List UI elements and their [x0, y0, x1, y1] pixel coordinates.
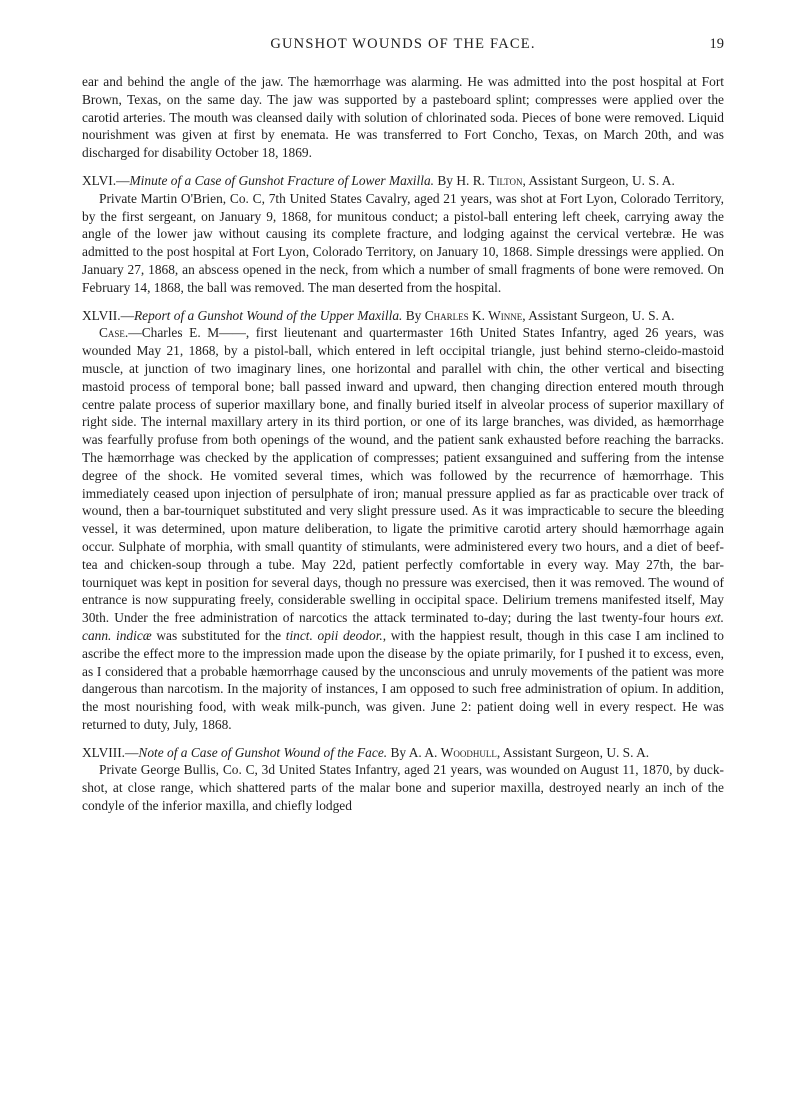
case-text-part: , with the happiest result, though in this case I am inclined to ascribe the effect more to the impression made upon the disease by the opiate primarily, for I pushed it to excess, even, as I considered that a probable hæmorrhage caused by the unconscious and unruly movements of the patient was more dangerous than narcotism. In the majority of instances, I am opposed to such free administration of opium. In addition, the most nourishing food, with weak milk-punch, was given. June 2: patient doing well in every respect. He was returned to duty, July, 1868.	[82, 627, 724, 732]
case-by: By	[402, 307, 425, 323]
case-heading-xlvii: XLVII.—Report of a Gunshot Wound of the Upper Maxilla. By Charles K. Winne, Assistant Surgeon, U. S. A.	[82, 307, 675, 323]
case-author: Tilton	[488, 172, 523, 188]
case-rank: , Assistant Surgeon, U. S. A.	[496, 744, 650, 760]
case-title: Report of a Gunshot Wound of the Upper Maxilla.	[133, 307, 403, 323]
case-by: By H. R.	[434, 172, 489, 188]
case-italic-term: ext. cann. indicæ	[82, 610, 724, 643]
case-number: XLVI.	[82, 172, 117, 188]
case-paragraph: Private George Bullis, Co. C, 3d United States Infantry, aged 21 years, was wounded on August 11, 1870, by duck-shot, at close range, which shattered parts of the malar bone and superior maxilla, destroyed nearly an inch of the condyle of the inferior maxilla, and chiefly lodged	[82, 762, 724, 814]
book-page	[82, 0, 724, 815]
case-number: XLVIII.	[82, 744, 126, 760]
case-rank: , Assistant Surgeon, U. S. A.	[522, 172, 675, 188]
case-heading-xlvi: XLVI.—Minute of a Case of Gunshot Fracture of Lower Maxilla. By H. R. Tilton, Assistant Surgeon, U. S. A.	[82, 172, 675, 188]
case-title: Note of a Case of Gunshot Wound of the Face.	[138, 744, 388, 760]
case-heading-xlviii: XLVIII.—Note of a Case of Gunshot Wound of the Face. By A. A. Woodhull, Assistant Surgeon, U. S. A.	[82, 744, 650, 760]
running-title: GUNSHOT WOUNDS OF THE FACE.	[270, 36, 536, 52]
body-text	[82, 73, 724, 815]
continuation-paragraph: ear and behind the angle of the jaw. The hæmorrhage was alarming. He was admitted into the post hospital at Fort Brown, Texas, on the same day. The jaw was supported by a pasteboard splint; compresses were applied over the carotid arteries. The mouth was cleansed daily with solution of chlorinated soda. Pieces of bone were removed. Liquid nourishment was given at first by enemata. He was transferred to Fort Concho, Texas, on March 20th, and was discharged for disability October 18, 1869.	[82, 74, 724, 161]
case-author: Woodhull	[440, 744, 497, 760]
case-lead-word: Case.	[99, 325, 129, 341]
case-text-part: was substituted for the	[151, 627, 286, 643]
page-header	[82, 0, 724, 56]
case-by: By A. A.	[387, 744, 441, 760]
case-text-part: —Charles E. M——, first lieutenant and quartermaster 16th United States Infantry, aged 26 years, was wounded May 21, 1868, by a pistol-ball, which entered in left occipital triangle, just behind sterno-cleido-mastoid muscle, at junction of two imaginary lines, one horizontal and parallel with chin, the other vertical and bisecting mastoid process of temporal bone; ball passed inward and upward, then changing direction entered mouth through centre palate process of superior maxillary bone, and finally buried itself in alveolar process of superior maxillary of right side. The internal maxillary artery in its third portion, or one of its large branches, was divided, as hæmorrhage was fearfully profuse from both openings of the wound, and the patient sank exhausted before reaching the barracks. The hæmorrhage was checked by the application of compresses; patient exsanguined and suffering from the intense degree of the shock. He vomited several times, which was followed by the recurrence of hæmorrhage. This immediately ceased upon injection of persulphate of iron; manual pressure applied as far as practicable over track of wound, then a bar-tourniquet substituted and very slight pressure used. As it was impracticable to secure the bleeding vessel, it was determined, upon mature deliberation, to ligate the primitive carotid artery should hæmorrhage again occur. Sulphate of morphia, with small quantity of stimulants, were administered every two hours, and a diet of beef-tea and chicken-soup through a tube. May 22d, patient perfectly comfortable in every way. May 27th, the bar-tourniquet was kept in position for several days, though no pressure was exercised, then it was removed. The wound of entrance is now suppurating freely, considerable swelling in occipital space. Delirium tremens manifested itself, May 30th. Under the free administration of narcotics the attack terminated to-day; during the last twenty-four hours	[82, 325, 724, 626]
case-author: Charles K. Winne	[424, 307, 523, 323]
case-paragraph	[82, 324, 724, 733]
page-number: 19	[709, 36, 724, 52]
case-paragraph: Private Martin O'Brien, Co. C, 7th United States Cavalry, aged 21 years, was shot at Fort Lyon, Colorado Territory, by the first sergeant, on January 9, 1868, for munitous conduct; a pistol-ball entering left cheek, carrying away the angle of the lower jaw without causing its complete fracture, and lodging against the cervical vertebræ. He was admitted to the post hospital at Fort Lyon, Colorado Territory, on January 10, 1868. Simple dressings were applied. On January 27, 1868, an abscess opened in the neck, from which a number of small fragments of bone were removed. On February 14, 1868, the ball was removed. The man deserted from the hospital.	[82, 190, 724, 295]
case-italic-term: tinct. opii deodor.	[285, 627, 383, 643]
case-number: XLVII.	[82, 307, 121, 323]
case-rank: , Assistant Surgeon, U. S. A.	[522, 307, 675, 323]
case-title: Minute of a Case of Gunshot Fracture of Lower Maxilla.	[129, 172, 434, 188]
